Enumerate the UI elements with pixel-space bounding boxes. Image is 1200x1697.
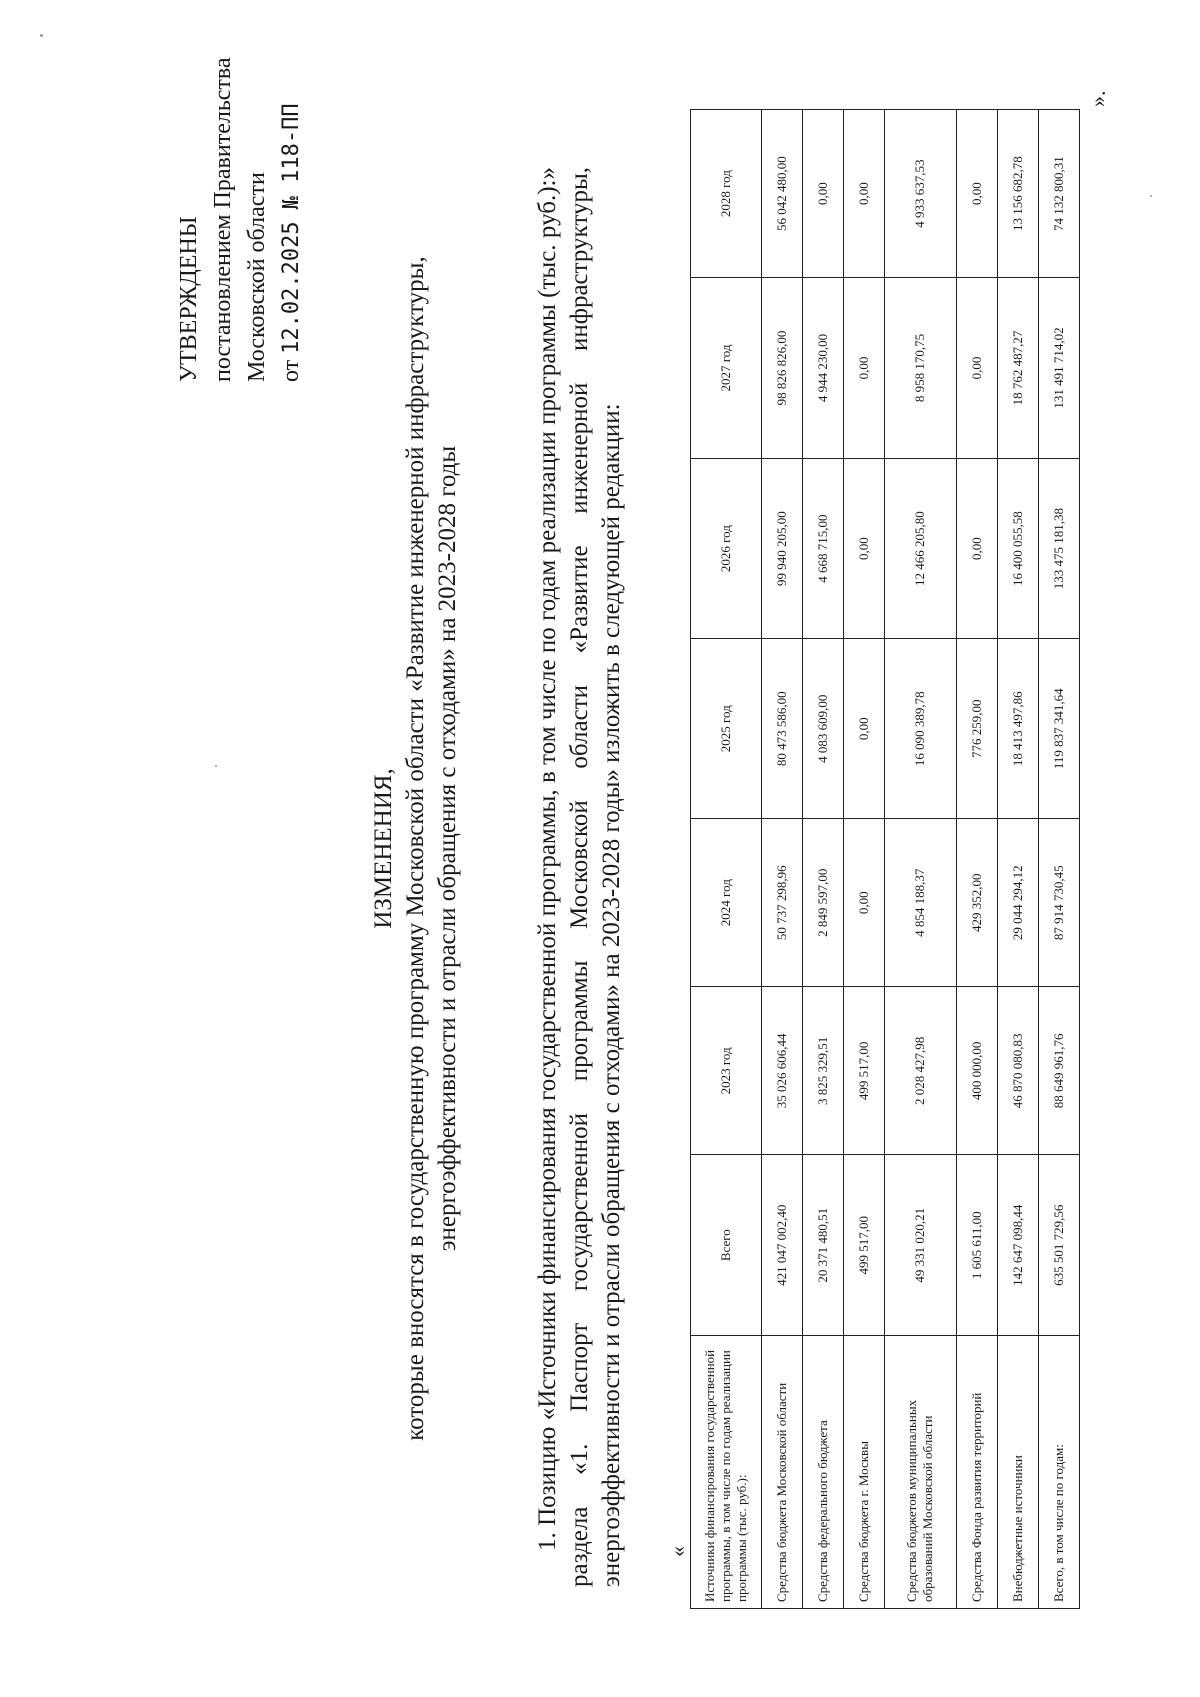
value-cell: 4 944 230,00 bbox=[802, 278, 843, 459]
value-cell: 29 044 294,12 bbox=[998, 819, 1039, 987]
table-row bbox=[762, 110, 803, 1609]
value-cell: 142 647 098,44 bbox=[998, 1155, 1039, 1336]
row-label-cell: Средства бюджета г. Москвы bbox=[843, 1336, 884, 1609]
header-cell: Всего bbox=[691, 1155, 762, 1336]
approval-number: № 118-ПП bbox=[279, 103, 304, 210]
value-cell: 133 475 181,38 bbox=[1039, 458, 1080, 639]
value-cell: 776 259,00 bbox=[957, 639, 998, 819]
value-cell: 400 000,00 bbox=[957, 987, 998, 1155]
approval-date: 12.02.2025 bbox=[279, 221, 304, 354]
table-row bbox=[884, 110, 956, 1609]
scan-speck bbox=[40, 34, 43, 37]
header-cell: 2024 год bbox=[691, 819, 762, 987]
header-cell: 2028 год bbox=[691, 110, 762, 278]
value-cell: 99 940 205,00 bbox=[762, 458, 803, 639]
value-cell: 88 649 961,76 bbox=[1039, 987, 1080, 1155]
value-cell: 18 762 487,27 bbox=[998, 278, 1039, 459]
value-cell: 50 737 298,96 bbox=[762, 819, 803, 987]
approval-date-line bbox=[274, 22, 309, 382]
value-cell: 499 517,00 bbox=[843, 1155, 884, 1336]
paragraph-text: 1. Позицию «Источники финансирования государственной программы, в том числе по годам реализации программы (тыс. руб.):» раздела «1. Паспорт государственной программы Московской области «Развитие инженерной инфраструктуры, энергоэффективности и отрасли обращения с отходами» на 2023-2028 годы» изложить в следующей редакции: bbox=[534, 167, 625, 1587]
value-cell: 16 090 389,78 bbox=[884, 639, 956, 819]
value-cell: 4 668 715,00 bbox=[802, 458, 843, 639]
quote-close: ». bbox=[1085, 90, 1110, 107]
title-main: ИЗМЕНЕНИЯ, bbox=[370, 768, 397, 929]
header-cell: 2025 год bbox=[691, 639, 762, 819]
table-header-row bbox=[691, 110, 762, 1609]
value-cell: 1 605 611,00 bbox=[957, 1155, 998, 1336]
value-cell: 4 854 188,37 bbox=[884, 819, 956, 987]
header-cell: 2023 год bbox=[691, 987, 762, 1155]
row-label-cell: Внебюджетные источники bbox=[998, 1336, 1039, 1609]
value-cell: 2 028 427,98 bbox=[884, 987, 956, 1155]
approval-line-2: постановлением Правительства bbox=[210, 57, 236, 382]
value-cell: 0,00 bbox=[843, 639, 884, 819]
value-cell: 119 837 341,64 bbox=[1039, 639, 1080, 819]
value-cell: 20 371 480,51 bbox=[802, 1155, 843, 1336]
approval-stamp bbox=[172, 22, 309, 382]
value-cell: 16 400 055,58 bbox=[998, 458, 1039, 639]
table-row bbox=[843, 110, 884, 1609]
approval-line-3: Московской области bbox=[244, 172, 270, 382]
value-cell: 98 826 826,00 bbox=[762, 278, 803, 459]
value-cell: 13 156 682,78 bbox=[998, 110, 1039, 278]
header-cell: 2027 год bbox=[691, 278, 762, 459]
value-cell: 4 933 637,53 bbox=[884, 110, 956, 278]
value-cell: 8 958 170,75 bbox=[884, 278, 956, 459]
value-cell: 635 501 729,56 bbox=[1039, 1155, 1080, 1336]
value-cell: 3 825 329,51 bbox=[802, 987, 843, 1155]
value-cell: 0,00 bbox=[957, 458, 998, 639]
financing-table bbox=[690, 109, 1080, 1609]
financing-table-body bbox=[691, 110, 1080, 1609]
row-label-cell: Средства Фонда развития территорий bbox=[957, 1336, 998, 1609]
value-cell: 131 491 714,02 bbox=[1039, 278, 1080, 459]
value-cell: 56 042 480,00 bbox=[762, 110, 803, 278]
value-cell: 87 914 730,45 bbox=[1039, 819, 1080, 987]
value-cell: 4 083 609,00 bbox=[802, 639, 843, 819]
value-cell: 74 132 800,31 bbox=[1039, 110, 1080, 278]
row-label-cell: Средства бюджета Московской области bbox=[762, 1336, 803, 1609]
value-cell: 0,00 bbox=[802, 110, 843, 278]
value-cell: 0,00 bbox=[843, 819, 884, 987]
title-sub-1: которые вносятся в государственную программу Московской области «Развитие инженерной инфраструктуры, bbox=[402, 256, 429, 1441]
row-label-cell: Средства федерального бюджета bbox=[802, 1336, 843, 1609]
value-cell: 18 413 497,86 bbox=[998, 639, 1039, 819]
value-cell: 421 047 002,40 bbox=[762, 1155, 803, 1336]
value-cell: 0,00 bbox=[843, 458, 884, 639]
row-label-cell: Всего, в том числе по годам: bbox=[1039, 1336, 1080, 1609]
value-cell: 2 849 597,00 bbox=[802, 819, 843, 987]
table-row bbox=[957, 110, 998, 1609]
value-cell: 0,00 bbox=[843, 278, 884, 459]
table-row bbox=[1039, 110, 1080, 1609]
quote-open: « bbox=[665, 1546, 690, 1557]
amendment-paragraph bbox=[532, 167, 628, 1587]
value-cell: 429 352,00 bbox=[957, 819, 998, 987]
scan-speck bbox=[215, 765, 217, 767]
table-row bbox=[802, 110, 843, 1609]
value-cell: 0,00 bbox=[957, 110, 998, 278]
row-label-cell: Средства бюджетов муниципальных образований Московской области bbox=[884, 1336, 956, 1609]
header-cell: Источники финансирования государственной программы, в том числе по годам реализации программы (тыс. руб.): bbox=[691, 1336, 762, 1609]
header-cell: 2026 год bbox=[691, 458, 762, 639]
value-cell: 35 026 606,44 bbox=[762, 987, 803, 1155]
value-cell: 49 331 020,21 bbox=[884, 1155, 956, 1336]
value-cell: 80 473 586,00 bbox=[762, 639, 803, 819]
value-cell: 0,00 bbox=[843, 110, 884, 278]
scan-speck bbox=[1150, 195, 1152, 197]
value-cell: 499 517,00 bbox=[843, 987, 884, 1155]
date-prefix: от bbox=[278, 359, 304, 382]
value-cell: 0,00 bbox=[957, 278, 998, 459]
table-row bbox=[998, 110, 1039, 1609]
approval-line-1: УТВЕРЖДЕНЫ bbox=[176, 216, 202, 382]
value-cell: 12 466 205,80 bbox=[884, 458, 956, 639]
document-title bbox=[368, 80, 464, 1617]
value-cell: 46 870 080,83 bbox=[998, 987, 1039, 1155]
title-sub-2: энергоэффективности и отрасли обращения с отходами» на 2023-2028 годы bbox=[434, 445, 461, 1252]
